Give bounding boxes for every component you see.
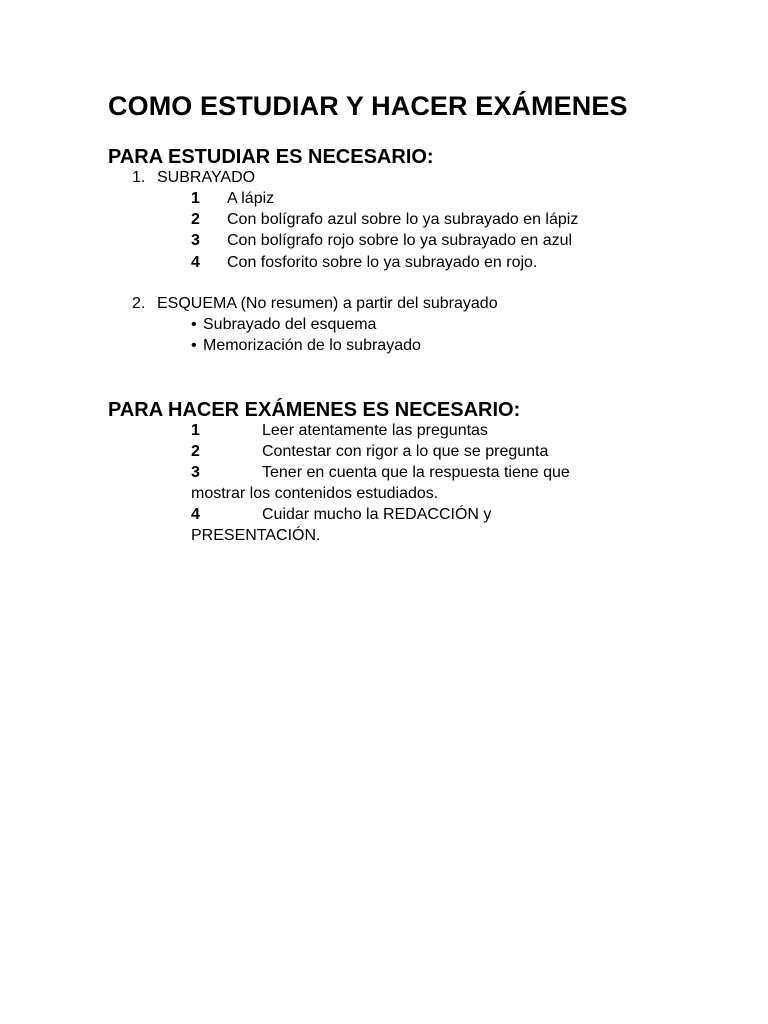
step-text-continuation: mostrar los contenidos estudiados.	[191, 485, 439, 502]
step-text: Con fosforito sobre lo ya subrayado en rojo.	[227, 254, 538, 271]
step-number: 4	[191, 506, 200, 523]
step-text: Tener en cuenta que la respuesta tiene que	[262, 464, 570, 481]
step-text: Leer atentamente las preguntas	[262, 422, 488, 439]
bullet-icon: •	[191, 337, 197, 354]
step-text: A lápiz	[227, 190, 275, 207]
step-number: 1	[191, 422, 200, 439]
step-text: Con bolígrafo azul sobre lo ya subrayado en lápiz	[227, 211, 579, 228]
list-item-esquema: ESQUEMA (No resumen) a partir del subrayado	[157, 295, 498, 312]
step-number: 1	[191, 190, 200, 207]
bullet-text: Subrayado del esquema	[203, 316, 377, 333]
step-number: 2	[191, 211, 200, 228]
step-number: 3	[191, 464, 200, 481]
study-heading: PARA ESTUDIAR ES NECESARIO:	[108, 146, 434, 168]
step-number: 2	[191, 443, 200, 460]
list-item-subrayado: SUBRAYADO	[157, 169, 256, 186]
page-title: COMO ESTUDIAR Y HACER EXÁMENES	[108, 91, 628, 121]
list-item-number: 2.	[132, 295, 146, 312]
bullet-icon: •	[191, 316, 197, 333]
exams-heading: PARA HACER EXÁMENES ES NECESARIO:	[108, 399, 521, 421]
step-number: 4	[191, 254, 200, 271]
list-item-number: 1.	[132, 169, 146, 186]
step-text-continuation: PRESENTACIÓN.	[191, 527, 321, 544]
step-text: Con bolígrafo rojo sobre lo ya subrayado en azul	[227, 232, 573, 249]
bullet-text: Memorización de lo subrayado	[203, 337, 421, 354]
step-text: Contestar con rigor a lo que se pregunta	[262, 443, 549, 460]
step-text: Cuidar mucho la REDACCIÓN y	[262, 506, 492, 523]
step-number: 3	[191, 232, 200, 249]
